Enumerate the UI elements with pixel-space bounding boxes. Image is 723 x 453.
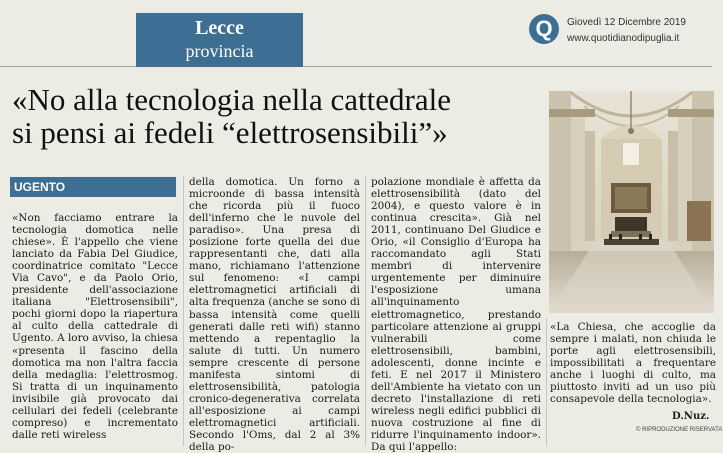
article-headline — [12, 83, 547, 149]
header-rule-left — [0, 66, 136, 67]
author-signature: D.Nuz. — [672, 411, 710, 422]
column-divider — [365, 176, 366, 446]
section-banner — [136, 13, 303, 67]
article-column-2: della domotica. Un forno a microonde di bassa intensità che ricorda più il fuoco dell'inferno che le nuvole del paradiso». Una presa di posizione forte quella dei due rappresentanti che, dati alla mano, richiamano l'attenzione sul fenomeno: «I campi elettromagnetici artificiali di alta frequenza (anche se sono di bassa intensità come quelli generati dalle reti wifi) stanno mettendo a repentaglio la salute di tutti. Un numero sempre crescente di persone manifesta sintomi di elettrosensibilità, patologia cronico-degenerativa correlata all'esposizione ai campi elettromagnetici artificiali. Secondo l'Oms, dal 2 al 3% della po- — [189, 176, 360, 453]
section-title: Lecce — [195, 17, 244, 39]
article-column-1: «Non facciamo entrare la tecnologia domotica nelle chiese». È l'appello che viene lanciato da Fabia Del Giudice, coordinatrice comitato "Lecce Via Cavo", e da Paolo Orio, presidente dell'associazione italiana "Elettrosensibili", pochi giorni dopo la riapertura al culto della cattedrale di Ugento. A loro avviso, la chiesa «presenta il fascino della domotica ma non l'altra faccia della medaglia: l'elettrosmog. Si tratta di un inquinamento invisibile già provocato dai cellulari dei fedeli (celebrante compreso) e incrementato dalle reti wireless — [12, 212, 178, 441]
copyright-notice: © RIPRODUZIONE RISERVATA — [636, 427, 723, 433]
column-divider — [546, 318, 547, 446]
column-divider — [183, 176, 184, 446]
issue-date: Giovedì 12 Dicembre 2019 — [567, 17, 686, 28]
newspaper-logo-icon: Q — [529, 14, 559, 44]
article-closing-quote: «La Chiesa, che accoglie da sempre i malati, non chiuda le porte agli elettrosensibili, impossibilitati a frequentare anche i luoghi di culto, ma piuttosto inviti ad un uso più consapevole della tecnologia». — [550, 321, 716, 406]
headline-line-2: si pensi ai fedeli “elettrosensibili”» — [12, 115, 448, 150]
section-subtitle: provincia — [185, 41, 254, 61]
cathedral-photo — [549, 91, 714, 313]
headline-line-1: «No alla tecnologia nella cattedrale — [12, 82, 451, 117]
website-url: www.quotidianodipuglia.it — [567, 33, 680, 44]
header-rule — [303, 66, 712, 67]
location-tag: UGENTO — [10, 177, 176, 197]
article-column-3: polazione mondiale è affetta da elettrosensibilità (dato del 2004), e questo valore è in continua crescita». Già nel 2011, continuano Del Giudice e Orio, «il Consiglio d'Europa ha raccomandato agli Stati membri di intervenire urgentemente per diminuire l'esposizione umana all'inquinamento elettromagnetico, prestando particolare attenzione ai gruppi vulnerabili come elettrosensibili, bambini, adolescenti, donne incinte e feti. E nel 2017 il Ministero dell'Ambiente ha vietato con un decreto l'installazione di reti wireless negli edifici pubblici di nuova costruzione al fine di ridurre l'inquinamento indoor». Da qui l'appello: — [371, 176, 541, 453]
cathedral-interior-image — [549, 91, 714, 313]
